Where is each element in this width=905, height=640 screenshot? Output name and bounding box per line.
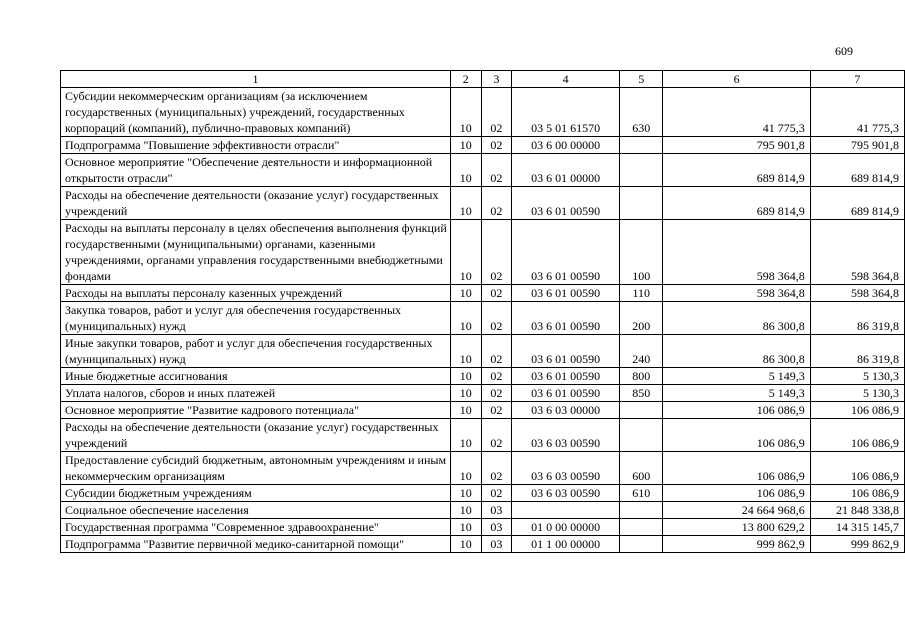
amount-year1-cell: 13 800 629,2 xyxy=(663,519,810,536)
amount-year2-cell: 106 086,9 xyxy=(810,452,904,485)
row-name-cell: Иные закупки товаров, работ и услуг для обеспечения государственных (муниципальных) нужд xyxy=(61,335,451,368)
header-row xyxy=(61,71,905,88)
target-article-cell: 03 6 01 00590 xyxy=(512,302,620,335)
row-name-cell: Иные бюджетные ассигнования xyxy=(61,368,451,385)
amount-year2-cell: 14 315 145,7 xyxy=(810,519,904,536)
expense-type-cell xyxy=(620,402,663,419)
expense-type-cell: 850 xyxy=(620,385,663,402)
amount-year2-cell: 106 086,9 xyxy=(810,485,904,502)
section-code-cell: 10 xyxy=(451,137,482,154)
section-code-cell: 10 xyxy=(451,154,482,187)
amount-year2-cell: 5 130,3 xyxy=(810,385,904,402)
subsection-code-cell: 03 xyxy=(481,519,512,536)
subsection-code-cell: 02 xyxy=(481,485,512,502)
target-article-cell: 03 6 01 00590 xyxy=(512,285,620,302)
amount-year2-cell: 999 862,9 xyxy=(810,536,904,553)
amount-year1-cell: 106 086,9 xyxy=(663,485,810,502)
expense-type-cell xyxy=(620,137,663,154)
amount-year2-cell: 689 814,9 xyxy=(810,154,904,187)
table-row xyxy=(61,485,905,502)
amount-year1-cell: 689 814,9 xyxy=(663,187,810,220)
target-article-cell xyxy=(512,502,620,519)
subsection-code-cell: 02 xyxy=(481,302,512,335)
row-name-cell: Субсидии некоммерческим организациям (за исключением государственных (муниципальных) учреждений, государственных корпораций (компаний), публично-правовых компаний) xyxy=(61,88,451,137)
budget-table xyxy=(60,70,905,553)
target-article-cell: 03 6 00 00000 xyxy=(512,137,620,154)
amount-year1-cell: 795 901,8 xyxy=(663,137,810,154)
expense-type-cell xyxy=(620,519,663,536)
row-name-cell: Уплата налогов, сборов и иных платежей xyxy=(61,385,451,402)
amount-year2-cell: 689 814,9 xyxy=(810,187,904,220)
amount-year1-cell: 86 300,8 xyxy=(663,302,810,335)
row-name-cell: Основное мероприятие "Развитие кадрового потенциала" xyxy=(61,402,451,419)
row-name-cell: Субсидии бюджетным учреждениям xyxy=(61,485,451,502)
table-row xyxy=(61,402,905,419)
amount-year1-cell: 41 775,3 xyxy=(663,88,810,137)
target-article-cell: 03 5 01 61570 xyxy=(512,88,620,137)
header-cell: 2 xyxy=(451,71,482,88)
subsection-code-cell: 02 xyxy=(481,220,512,285)
table-row xyxy=(61,335,905,368)
expense-type-cell xyxy=(620,187,663,220)
target-article-cell: 03 6 01 00590 xyxy=(512,368,620,385)
subsection-code-cell: 02 xyxy=(481,368,512,385)
table-row xyxy=(61,88,905,137)
expense-type-cell: 800 xyxy=(620,368,663,385)
table-row xyxy=(61,419,905,452)
row-name-cell: Расходы на выплаты персоналу в целях обеспечения выполнения функций государственными (муниципальными) органами, казенными учреждениями, органами управления государственными внебюджетными фондами xyxy=(61,220,451,285)
target-article-cell: 01 1 00 00000 xyxy=(512,536,620,553)
subsection-code-cell: 02 xyxy=(481,385,512,402)
section-code-cell: 10 xyxy=(451,285,482,302)
amount-year1-cell: 5 149,3 xyxy=(663,368,810,385)
table-row xyxy=(61,187,905,220)
expense-type-cell: 630 xyxy=(620,88,663,137)
amount-year1-cell: 999 862,9 xyxy=(663,536,810,553)
amount-year1-cell: 106 086,9 xyxy=(663,419,810,452)
target-article-cell: 01 0 00 00000 xyxy=(512,519,620,536)
section-code-cell: 10 xyxy=(451,220,482,285)
row-name-cell: Социальное обеспечение населения xyxy=(61,502,451,519)
header-cell: 4 xyxy=(512,71,620,88)
section-code-cell: 10 xyxy=(451,485,482,502)
row-name-cell: Подпрограмма "Развитие первичной медико-санитарной помощи" xyxy=(61,536,451,553)
table-row xyxy=(61,519,905,536)
header-cell: 7 xyxy=(810,71,904,88)
section-code-cell: 10 xyxy=(451,536,482,553)
expense-type-cell xyxy=(620,536,663,553)
table-row xyxy=(61,502,905,519)
target-article-cell: 03 6 03 00590 xyxy=(512,485,620,502)
expense-type-cell xyxy=(620,502,663,519)
amount-year2-cell: 86 319,8 xyxy=(810,302,904,335)
header-cell: 6 xyxy=(663,71,810,88)
target-article-cell: 03 6 01 00590 xyxy=(512,385,620,402)
table-body xyxy=(61,71,905,553)
expense-type-cell: 100 xyxy=(620,220,663,285)
amount-year1-cell: 598 364,8 xyxy=(663,220,810,285)
subsection-code-cell: 02 xyxy=(481,335,512,368)
subsection-code-cell: 02 xyxy=(481,88,512,137)
subsection-code-cell: 02 xyxy=(481,285,512,302)
row-name-cell: Расходы на выплаты персоналу казенных учреждений xyxy=(61,285,451,302)
row-name-cell: Основное мероприятие "Обеспечение деятельности и информационной открытости отрасли" xyxy=(61,154,451,187)
section-code-cell: 10 xyxy=(451,452,482,485)
section-code-cell: 10 xyxy=(451,519,482,536)
table-row xyxy=(61,154,905,187)
section-code-cell: 10 xyxy=(451,302,482,335)
subsection-code-cell: 02 xyxy=(481,402,512,419)
amount-year1-cell: 598 364,8 xyxy=(663,285,810,302)
amount-year1-cell: 106 086,9 xyxy=(663,452,810,485)
target-article-cell: 03 6 03 00590 xyxy=(512,419,620,452)
amount-year2-cell: 598 364,8 xyxy=(810,285,904,302)
amount-year1-cell: 86 300,8 xyxy=(663,335,810,368)
table-row xyxy=(61,285,905,302)
section-code-cell: 10 xyxy=(451,502,482,519)
amount-year1-cell: 106 086,9 xyxy=(663,402,810,419)
row-name-cell: Расходы на обеспечение деятельности (оказание услуг) государственных учреждений xyxy=(61,419,451,452)
amount-year2-cell: 21 848 338,8 xyxy=(810,502,904,519)
subsection-code-cell: 02 xyxy=(481,419,512,452)
section-code-cell: 10 xyxy=(451,385,482,402)
row-name-cell: Расходы на обеспечение деятельности (оказание услуг) государственных учреждений xyxy=(61,187,451,220)
amount-year1-cell: 24 664 968,6 xyxy=(663,502,810,519)
amount-year2-cell: 106 086,9 xyxy=(810,402,904,419)
expense-type-cell: 600 xyxy=(620,452,663,485)
subsection-code-cell: 02 xyxy=(481,187,512,220)
amount-year2-cell: 598 364,8 xyxy=(810,220,904,285)
amount-year1-cell: 689 814,9 xyxy=(663,154,810,187)
amount-year2-cell: 106 086,9 xyxy=(810,419,904,452)
table-row xyxy=(61,536,905,553)
page-number: 609 xyxy=(835,44,853,58)
section-code-cell: 10 xyxy=(451,419,482,452)
target-article-cell: 03 6 03 00000 xyxy=(512,402,620,419)
section-code-cell: 10 xyxy=(451,368,482,385)
table-row xyxy=(61,385,905,402)
target-article-cell: 03 6 01 00000 xyxy=(512,154,620,187)
row-name-cell: Государственная программа "Современное здравоохранение" xyxy=(61,519,451,536)
row-name-cell: Предоставление субсидий бюджетным, автономным учреждениям и иным некоммерческим организациям xyxy=(61,452,451,485)
target-article-cell: 03 6 03 00590 xyxy=(512,452,620,485)
amount-year1-cell: 5 149,3 xyxy=(663,385,810,402)
row-name-cell: Закупка товаров, работ и услуг для обеспечения государственных (муниципальных) нужд xyxy=(61,302,451,335)
section-code-cell: 10 xyxy=(451,335,482,368)
amount-year2-cell: 795 901,8 xyxy=(810,137,904,154)
expense-type-cell xyxy=(620,419,663,452)
expense-type-cell: 110 xyxy=(620,285,663,302)
row-name-cell: Подпрограмма "Повышение эффективности отрасли" xyxy=(61,137,451,154)
table-row xyxy=(61,220,905,285)
target-article-cell: 03 6 01 00590 xyxy=(512,335,620,368)
section-code-cell: 10 xyxy=(451,88,482,137)
expense-type-cell xyxy=(620,154,663,187)
amount-year2-cell: 86 319,8 xyxy=(810,335,904,368)
expense-type-cell: 240 xyxy=(620,335,663,368)
expense-type-cell: 200 xyxy=(620,302,663,335)
header-cell: 3 xyxy=(481,71,512,88)
expense-type-cell: 610 xyxy=(620,485,663,502)
subsection-code-cell: 02 xyxy=(481,137,512,154)
amount-year2-cell: 5 130,3 xyxy=(810,368,904,385)
target-article-cell: 03 6 01 00590 xyxy=(512,220,620,285)
subsection-code-cell: 02 xyxy=(481,452,512,485)
table-row xyxy=(61,452,905,485)
header-cell: 1 xyxy=(61,71,451,88)
target-article-cell: 03 6 01 00590 xyxy=(512,187,620,220)
section-code-cell: 10 xyxy=(451,402,482,419)
table-row xyxy=(61,368,905,385)
subsection-code-cell: 03 xyxy=(481,502,512,519)
header-cell: 5 xyxy=(620,71,663,88)
table-row xyxy=(61,137,905,154)
subsection-code-cell: 03 xyxy=(481,536,512,553)
section-code-cell: 10 xyxy=(451,187,482,220)
amount-year2-cell: 41 775,3 xyxy=(810,88,904,137)
table-row xyxy=(61,302,905,335)
subsection-code-cell: 02 xyxy=(481,154,512,187)
